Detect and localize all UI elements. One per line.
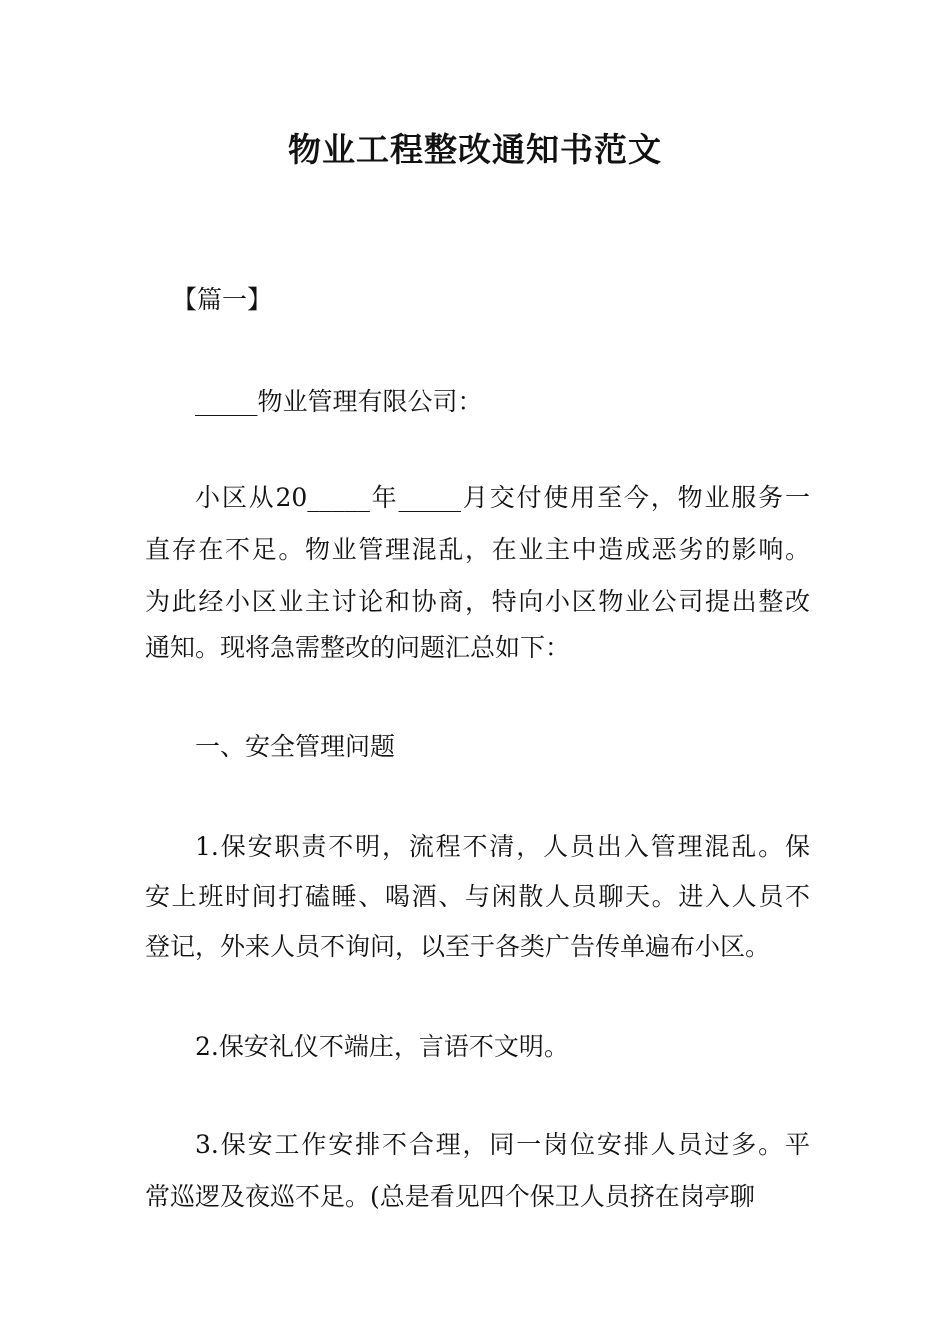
document-title: 物业工程整改通知书范文 [288, 130, 662, 169]
item-3-line-2: 常巡逻及夜巡不足。(总是看见四个保卫人员挤在岗亭聊 [145, 1182, 755, 1211]
item-1-line-2: 安上班时间打磕睡、喝酒、与闲散人员聊天。进入人员不 [145, 882, 810, 911]
intro-line-2: 直存在不足。物业管理混乱，在业主中造成恶劣的影响。 [145, 535, 810, 564]
addressee-line: _____物业管理有限公司： [195, 387, 483, 416]
heading-safety-management: 一、安全管理问题 [195, 732, 396, 761]
section-label: 【篇一】 [172, 285, 273, 314]
item-2-line-1: 2.保安礼仪不端庄，言语不文明。 [195, 1032, 569, 1061]
item-1-line-3: 登记，外来人员不询问，以至于各类广告传单遍布小区。 [145, 932, 771, 961]
intro-line-4: 通知。现将急需整改的问题汇总如下： [145, 633, 571, 662]
item-3-line-1: 3.保安工作安排不合理，同一岗位安排人员过多。平 [195, 1130, 810, 1159]
item-1-line-1: 1.保安职责不明，流程不清，人员出入管理混乱。保 [195, 832, 810, 861]
intro-line-3: 为此经小区业主讨论和协商，特向小区物业公司提出整改 [145, 587, 810, 616]
intro-line-1: 小区从20_____年_____月交付使用至今，物业服务一 [195, 483, 810, 512]
